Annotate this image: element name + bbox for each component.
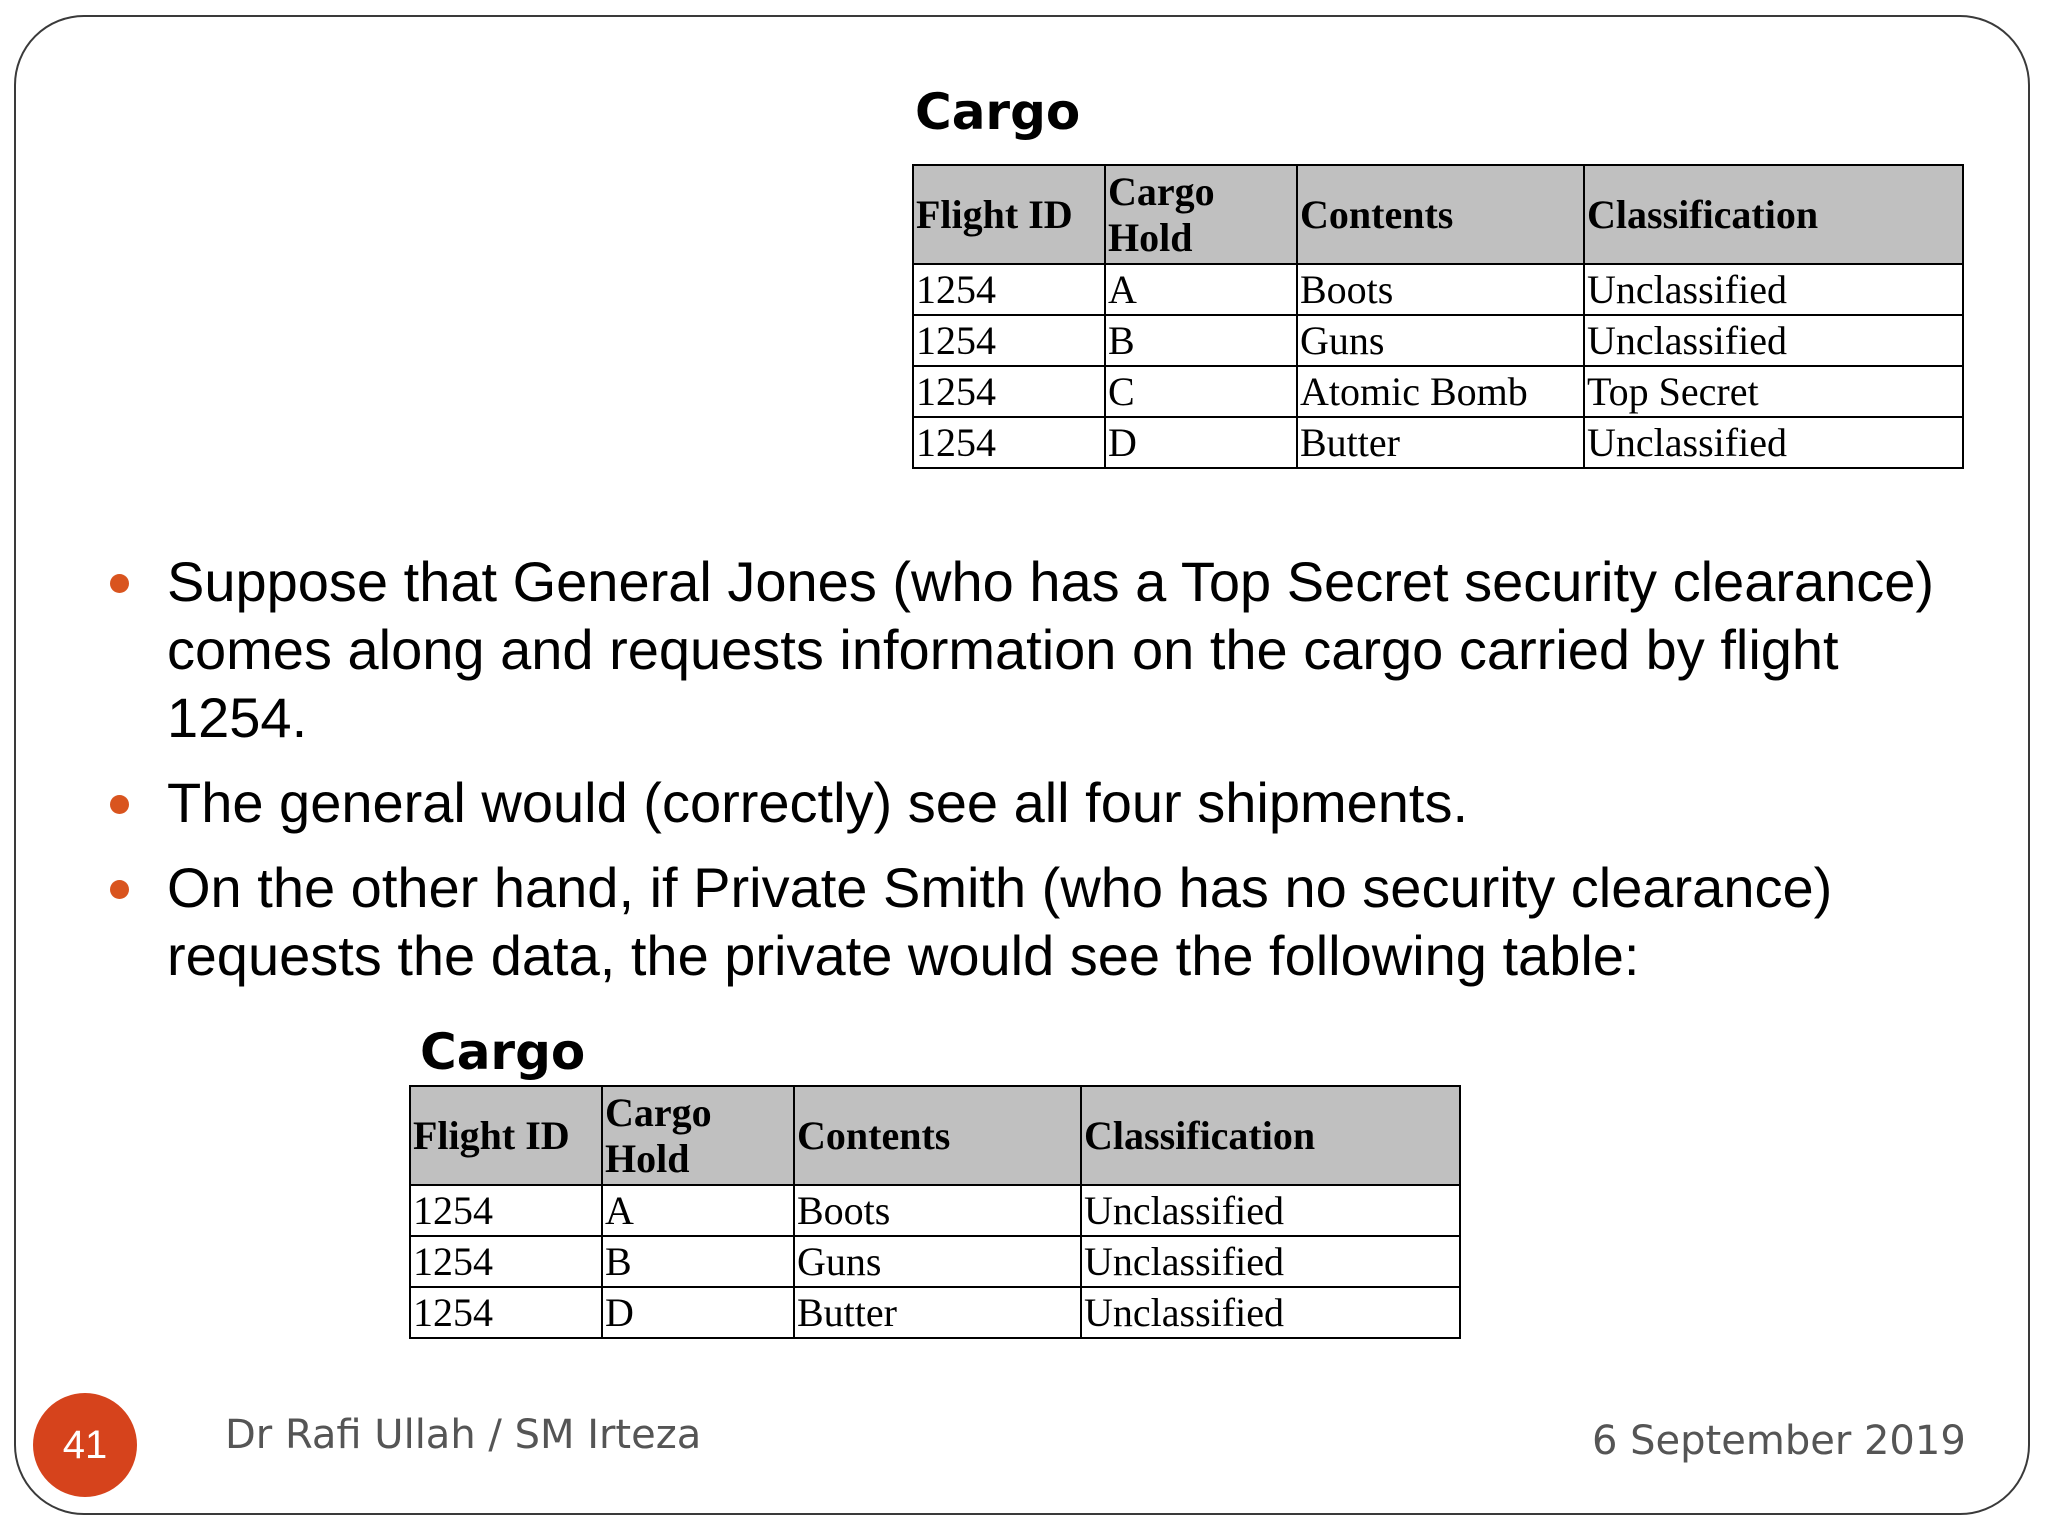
footer-author: Dr Rafi Ullah / SM Irteza xyxy=(225,1412,702,1458)
cell-cargo-hold: D xyxy=(1105,417,1297,468)
column-header-cargo-hold xyxy=(602,1086,794,1185)
table-row xyxy=(913,264,1963,315)
cell-classification: Unclassified xyxy=(1081,1236,1460,1287)
footer-date: 6 September 2019 xyxy=(1592,1418,1966,1464)
column-header-contents: Contents xyxy=(1297,165,1584,264)
cell-flight-id: 1254 xyxy=(410,1287,602,1338)
bullet-item xyxy=(105,769,1985,837)
table-row xyxy=(913,366,1963,417)
table-row xyxy=(913,315,1963,366)
bullet-text: The general would (correctly) see all four shipments. xyxy=(167,771,1469,834)
cell-classification: Unclassified xyxy=(1584,315,1963,366)
bullet-text: On the other hand, if Private Smith (who has no security clearance) requests the data, the private would see the following table: xyxy=(167,856,1833,987)
column-header-cargo-hold-text: Cargo Hold xyxy=(605,1089,712,1181)
cell-cargo-hold: A xyxy=(1105,264,1297,315)
cell-classification: Top Secret xyxy=(1584,366,1963,417)
table-row xyxy=(410,1287,1460,1338)
cell-cargo-hold: D xyxy=(602,1287,794,1338)
cell-contents: Butter xyxy=(794,1287,1081,1338)
column-header-classification: Classification xyxy=(1081,1086,1460,1185)
column-header-flight-id: Flight ID xyxy=(410,1086,602,1185)
bullet-list xyxy=(105,548,1985,1007)
cell-flight-id: 1254 xyxy=(410,1185,602,1236)
column-header-contents: Contents xyxy=(794,1086,1081,1185)
cell-flight-id: 1254 xyxy=(410,1236,602,1287)
bullet-item xyxy=(105,854,1985,990)
cell-classification: Unclassified xyxy=(1584,417,1963,468)
cell-classification: Unclassified xyxy=(1081,1287,1460,1338)
bottom-table-title: Cargo xyxy=(420,1023,586,1081)
cell-cargo-hold: A xyxy=(602,1185,794,1236)
table-row xyxy=(410,1236,1460,1287)
cell-classification: Unclassified xyxy=(1584,264,1963,315)
cell-contents: Boots xyxy=(1297,264,1584,315)
table-header-row xyxy=(913,165,1963,264)
cell-cargo-hold: B xyxy=(602,1236,794,1287)
bottom-cargo-table xyxy=(409,1085,1461,1339)
bullet-dot-icon xyxy=(110,574,129,593)
cell-flight-id: 1254 xyxy=(913,264,1105,315)
cell-contents: Guns xyxy=(1297,315,1584,366)
bullet-text: Suppose that General Jones (who has a Top Secret security clearance) comes along and requests information on the cargo carried by flight 1254. xyxy=(167,550,1935,749)
cell-cargo-hold: C xyxy=(1105,366,1297,417)
cell-classification: Unclassified xyxy=(1081,1185,1460,1236)
column-header-cargo-hold xyxy=(1105,165,1297,264)
column-header-cargo-hold-text: Cargo Hold xyxy=(1108,168,1215,260)
bullet-item xyxy=(105,548,1985,752)
table-row xyxy=(410,1185,1460,1236)
table-header-row xyxy=(410,1086,1460,1185)
top-cargo-table xyxy=(912,164,1964,469)
cell-flight-id: 1254 xyxy=(913,417,1105,468)
page-number-badge xyxy=(33,1393,137,1497)
cell-contents: Atomic Bomb xyxy=(1297,366,1584,417)
bullet-dot-icon xyxy=(110,795,129,814)
cell-flight-id: 1254 xyxy=(913,315,1105,366)
column-header-classification: Classification xyxy=(1584,165,1963,264)
cell-contents: Guns xyxy=(794,1236,1081,1287)
page-number: 41 xyxy=(62,1422,108,1467)
table-row xyxy=(913,417,1963,468)
top-table-title: Cargo xyxy=(915,83,1081,141)
cell-flight-id: 1254 xyxy=(913,366,1105,417)
bullet-dot-icon xyxy=(110,880,129,899)
cell-contents: Boots xyxy=(794,1185,1081,1236)
column-header-flight-id: Flight ID xyxy=(913,165,1105,264)
cell-contents: Butter xyxy=(1297,417,1584,468)
cell-cargo-hold: B xyxy=(1105,315,1297,366)
